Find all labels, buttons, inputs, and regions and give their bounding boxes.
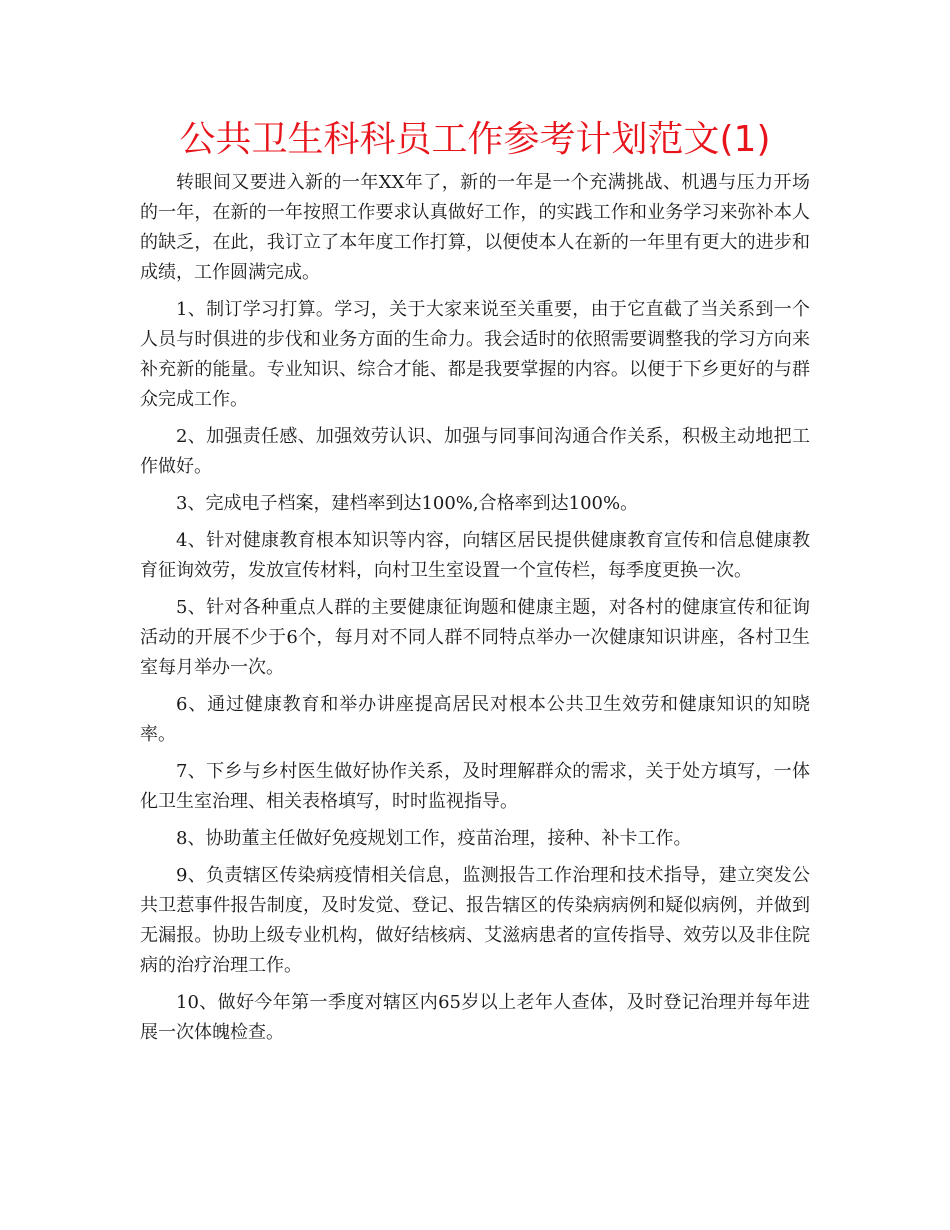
item-paragraph-4: 4、针对健康教育根本知识等内容，向辖区居民提供健康教育宣传和信息健康教育征询效劳，发放宣传材料，向村卫生室设置一个宣传栏，每季度更换一次。: [140, 530, 810, 581]
item-paragraph-3: 3、完成电子档案，建档率到达100%,合格率到达100%。: [176, 493, 639, 514]
item-paragraph-6: 6、通过健康教育和举办讲座提高居民对根本公共卫生效劳和健康知识的知晓率。: [140, 694, 810, 745]
document-page: [140, 118, 810, 1055]
item-paragraph-7: 7、下乡与乡村医生做好协作关系，及时理解群众的需求，关于处方填写，一体化卫生室治理、相关表格填写，时时监视指导。: [140, 761, 810, 812]
item-paragraph-8: 8、协助董主任做好免疫规划工作，疫苗治理，接种、补卡工作。: [176, 828, 692, 849]
item-paragraph-5: 5、针对各种重点人群的主要健康征询题和健康主题，对各村的健康宣传和征询活动的开展不少于6个，每月对不同人群不同特点举办一次健康知识讲座，各村卫生室每月举办一次。: [140, 597, 810, 678]
item-paragraph-9: 9、负责辖区传染病疫情相关信息，监测报告工作治理和技术指导，建立突发公共卫惹事件报告制度，及时发觉、登记、报告辖区的传染病病例和疑似病例，并做到无漏报。协助上级专业机构，做好结核病、艾滋病患者的宣传指导、效劳以及非住院病的治疗治理工作。: [140, 865, 810, 976]
item-paragraph-2: 2、加强责任感、加强效劳认识、加强与同事间沟通合作关系，积极主动地把工作做好。: [140, 426, 810, 477]
item-paragraph-10: 10、做好今年第一季度对辖区内65岁以上老年人查体，及时登记治理并每年进展一次体魄检查。: [140, 992, 810, 1043]
document-title: 公共卫生科科员工作参考计划范文(1): [179, 119, 771, 160]
intro-paragraph: 转眼间又要进入新的一年XX年了，新的一年是一个充满挑战、机遇与压力开场的一年，在新的一年按照工作要求认真做好工作，的实践工作和业务学习来弥补本人的缺乏，在此，我订立了本年度工作打算，以便使本人在新的一年里有更大的进步和成绩，工作圆满完成。: [140, 172, 810, 283]
item-paragraph-1: 1、制订学习打算。学习，关于大家来说至关重要，由于它直截了当关系到一个人员与时俱进的步伐和业务方面的生命力。我会适时的依照需要调整我的学习方向来补充新的能量。专业知识、综合才能、都是我要掌握的内容。以便于下乡更好的与群众完成工作。: [140, 299, 810, 410]
